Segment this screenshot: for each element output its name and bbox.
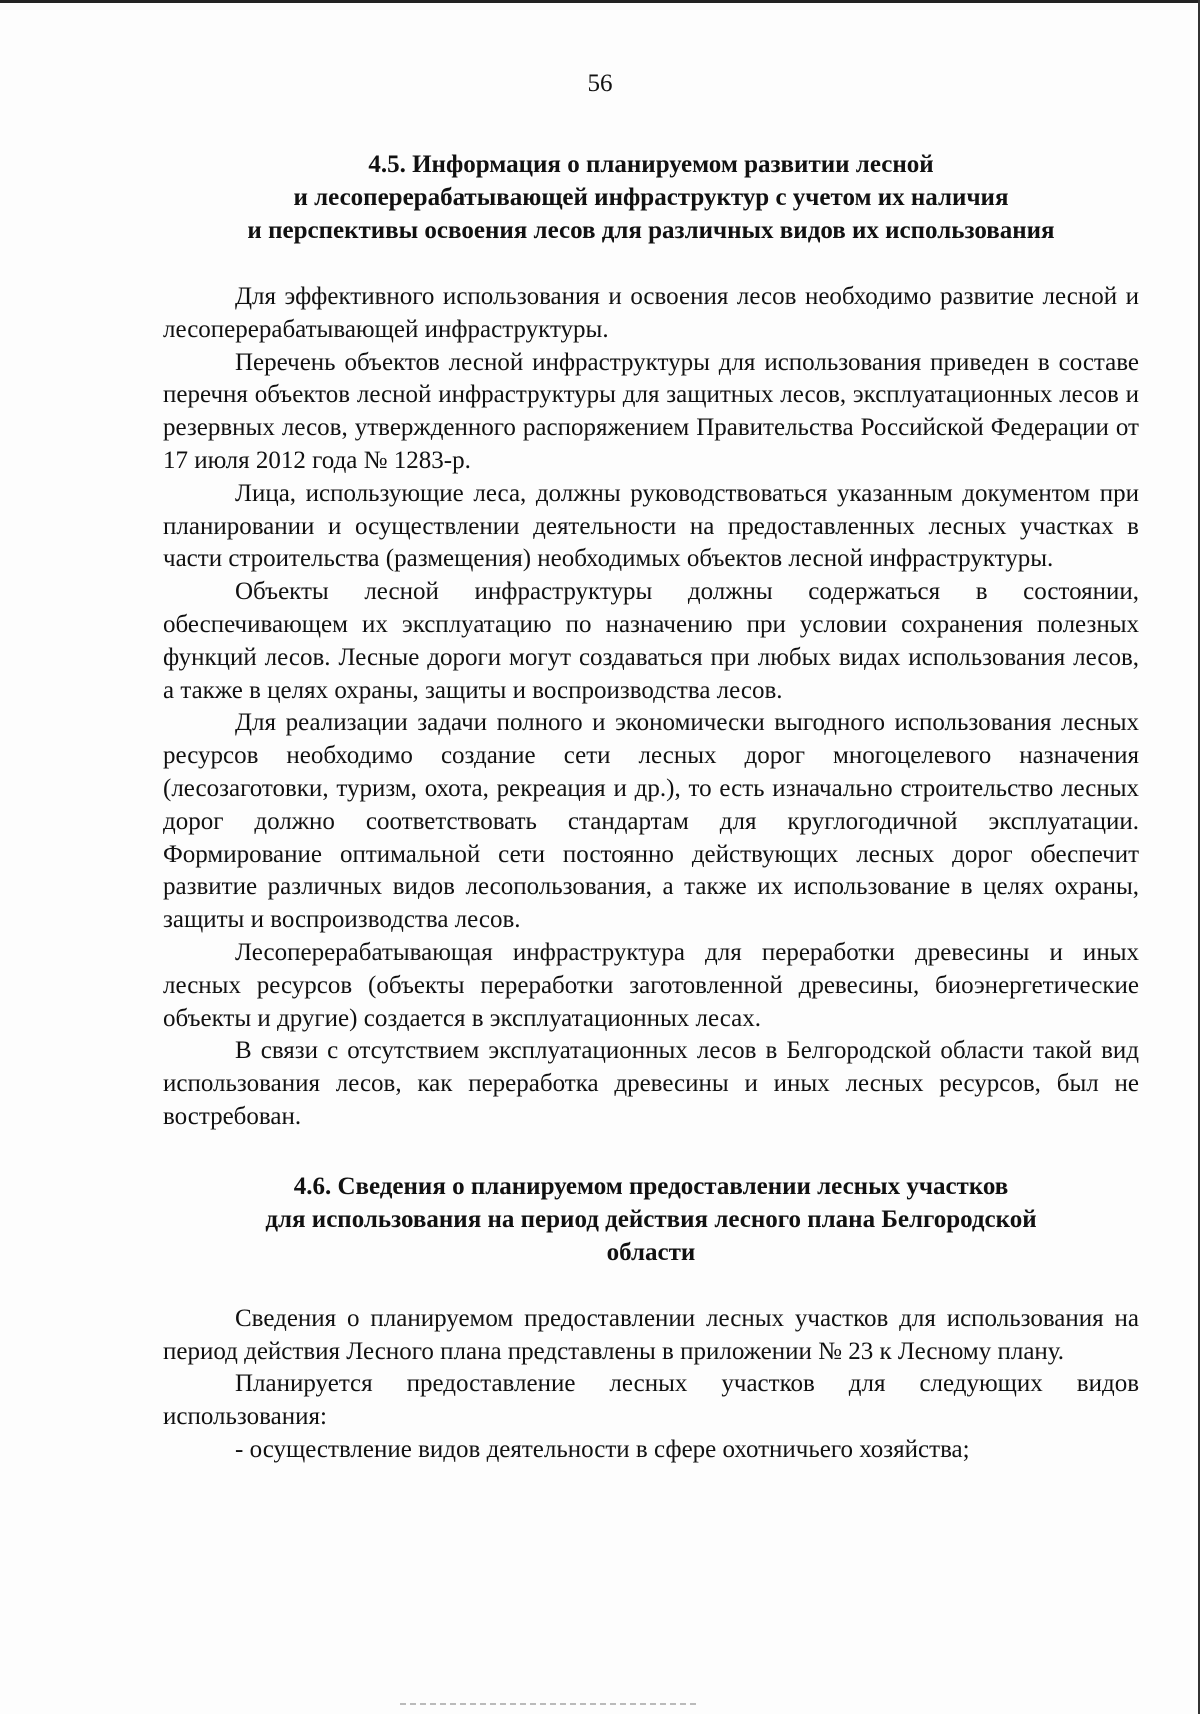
scan-edge-top [0, 0, 1200, 3]
paragraph: В связи с отсутствием эксплуатационных лесов в Белгородской области такой вид использования лесов, как переработка древесины и иных лесных ресурсов, был не востребован. [163, 1037, 1139, 1130]
paragraph: Перечень объектов лесной инфраструктуры для использования приведен в составе перечня объектов лесной инфраструктуры для защитных лесов, эксплуатационных лесов и резервных лесов, утвержденного распоряжением Правительства Российской Федерации от 17 июля 2012 года № 1283-р. [163, 348, 1139, 474]
list-item: - осуществление видов деятельности в сфере охотничьего хозяйства; [235, 1435, 970, 1463]
paragraph: Для реализации задачи полного и экономически выгодного использования лесных ресурсов необходимо создание сети лесных дорог многоцелевого назначения (лесозаготовки, туризм, охота, рекреация и др.), то есть изначально строительство лесных дорог должно соответствовать стандартам для круглогодичной эксплуатации. Формирование оптимальной сети постоянно действующих лесных дорог обеспечит развитие различных видов лесопользования, а также их использование в целях охраны, защиты и воспроизводства лесов. [163, 709, 1139, 934]
paragraph: Сведения о планируемом предоставлении лесных участков для использования на период действия Лесного плана представлены в приложении № 23 к Лесному плану. [163, 1304, 1139, 1365]
heading-line: области [606, 1238, 696, 1266]
scan-artifact [400, 1703, 700, 1705]
document-body [163, 148, 1139, 1467]
heading-line: 4.6. Сведения о планируемом предоставлении лесных участков [293, 1172, 1009, 1200]
page-number: 56 [587, 70, 613, 97]
heading-line: и лесоперерабатывающей инфраструктур с учетом их наличия [293, 184, 1009, 211]
section-4-5-heading [163, 148, 1139, 247]
paragraph: Лесоперерабатывающая инфраструктура для переработки древесины и иных лесных ресурсов (объекты переработки заготовленной древесины, биоэнергетические объекты и другие) создается в эксплуатационных лесах. [163, 938, 1139, 1032]
paragraph: Объекты лесной инфраструктуры должны содержаться в состоянии, обеспечивающем их эксплуатацию по назначению при условии сохранения полезных функций лесов. Лесные дороги могут создаваться при любых видах использования лесов, а также в целях охраны, защиты и воспроизводства лесов. [163, 578, 1139, 704]
section-4-6-body [163, 1303, 1139, 1467]
heading-line: и перспективы освоения лесов для различных видов их использования [247, 217, 1055, 244]
paragraph: Планируется предоставление лесных участков для следующих видов использования: [163, 1370, 1139, 1431]
heading-line: для использования на период действия лесного плана Белгородской [265, 1205, 1037, 1233]
heading-line: 4.5. Информация о планируемом развитии лесной [368, 151, 934, 178]
section-4-6-heading [163, 1170, 1139, 1269]
paragraph: Лица, использующие леса, должны руководствоваться указанным документом при планировании и осуществлении деятельности на предоставленных лесных участках в части строительства (размещения) необходимых объектов лесной инфраструктуры. [163, 479, 1139, 573]
paragraph: Для эффективного использования и освоения лесов необходимо развитие лесной и лесоперерабатывающей инфраструктуры. [163, 283, 1139, 343]
section-4-5-body [163, 281, 1139, 1134]
